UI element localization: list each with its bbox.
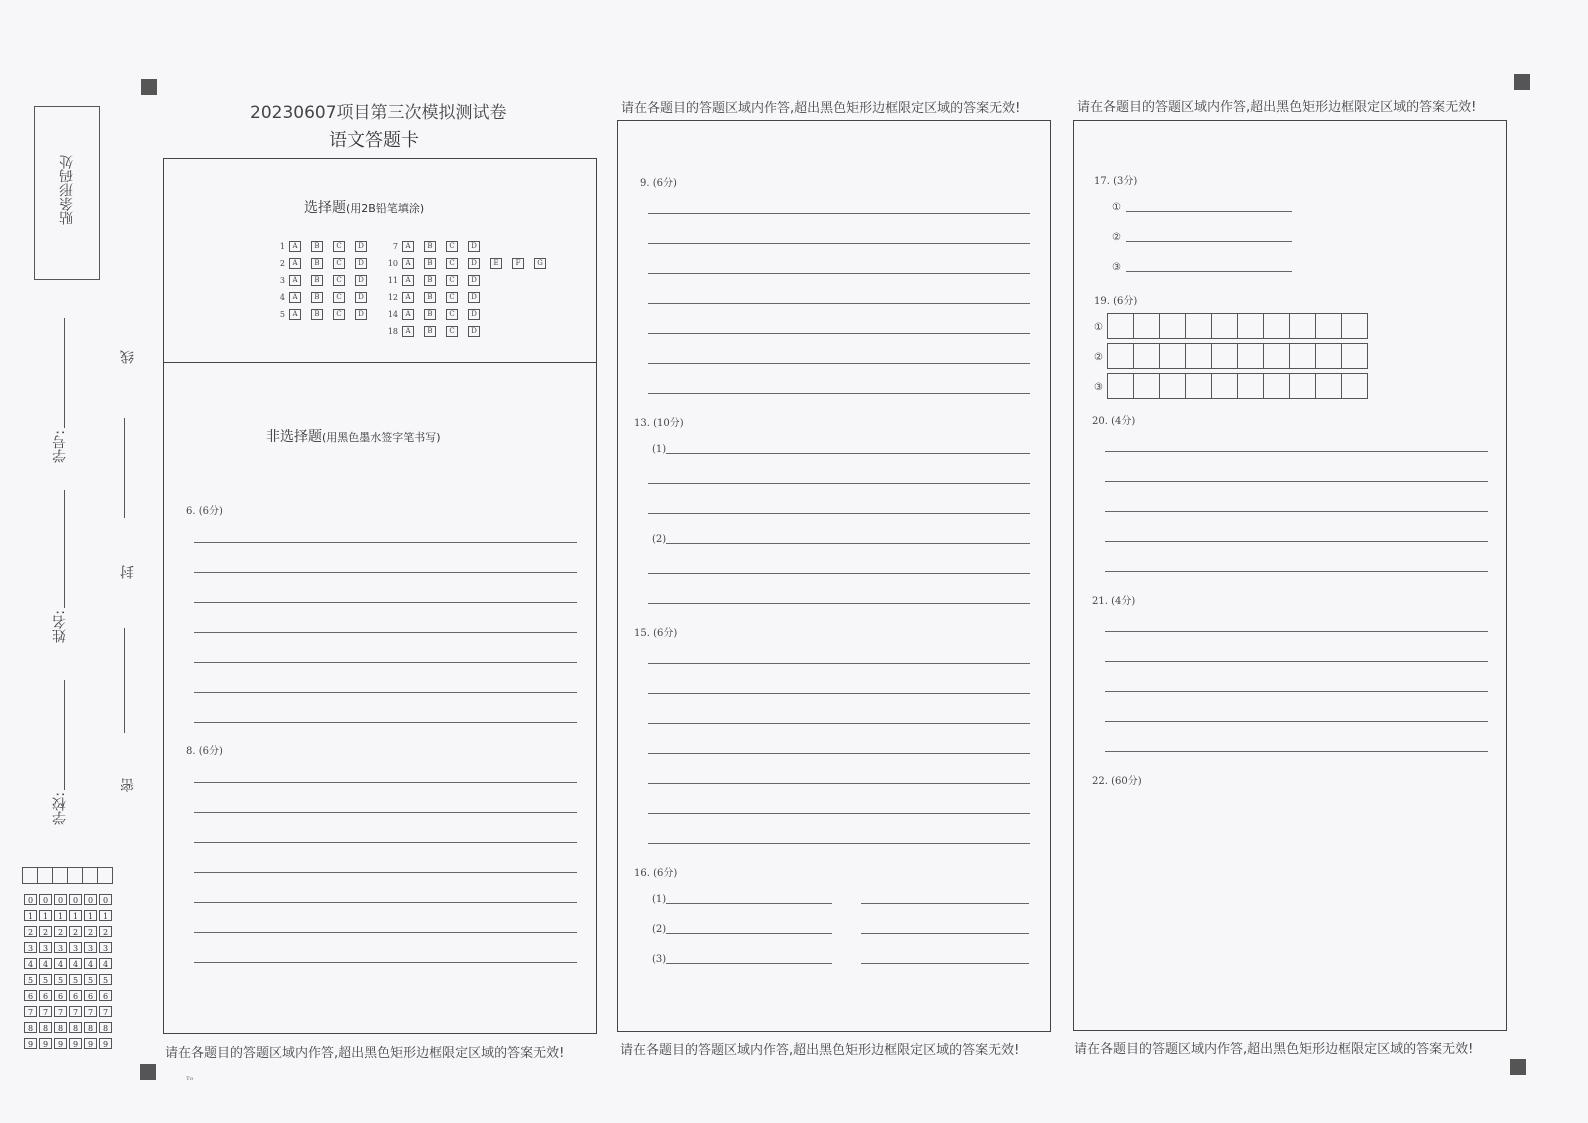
mcq-option-bubble[interactable]: B bbox=[311, 275, 323, 286]
student-id-digit-bubble[interactable]: 7 bbox=[54, 1006, 67, 1017]
student-id-digit-bubble[interactable]: 5 bbox=[99, 974, 112, 985]
answer-line[interactable] bbox=[1126, 271, 1292, 272]
mcq-option-bubble[interactable]: C bbox=[446, 275, 458, 286]
mcq-option-bubble[interactable]: D bbox=[468, 326, 480, 337]
student-id-digit-bubble[interactable]: 5 bbox=[54, 974, 67, 985]
student-id-digit-bubble[interactable]: 2 bbox=[69, 926, 82, 937]
mcq-title-note: (用2B铅笔填涂) bbox=[346, 202, 425, 215]
mcq-option-bubble[interactable]: C bbox=[446, 241, 458, 252]
answer-line[interactable] bbox=[648, 783, 1030, 784]
mcq-option-bubble[interactable]: A bbox=[289, 275, 301, 286]
mcq-option-bubble[interactable]: C bbox=[333, 292, 345, 303]
student-id-row bbox=[24, 1022, 112, 1033]
student-id-digit-bubble[interactable]: 9 bbox=[39, 1038, 52, 1049]
student-id-row bbox=[24, 1038, 112, 1049]
left-panel bbox=[163, 158, 597, 1034]
answer-line[interactable] bbox=[648, 813, 1030, 814]
answer-line[interactable] bbox=[194, 962, 577, 963]
answer-line[interactable] bbox=[648, 603, 1030, 604]
char-cell[interactable] bbox=[1107, 343, 1134, 369]
mcq-row bbox=[384, 275, 490, 286]
mcq-option-bubble[interactable]: D bbox=[355, 258, 367, 269]
answer-line[interactable] bbox=[1126, 241, 1292, 242]
student-id-digit-bubble[interactable]: 1 bbox=[84, 910, 97, 921]
mcq-question-number: 1 bbox=[279, 241, 285, 251]
char-cell[interactable] bbox=[1289, 313, 1316, 339]
mcq-option-bubble[interactable]: C bbox=[446, 292, 458, 303]
mcq-option-bubble[interactable]: B bbox=[311, 309, 323, 320]
question-19-sub2-label: ② bbox=[1094, 352, 1103, 363]
student-id-row bbox=[24, 910, 112, 921]
mcq-row bbox=[271, 309, 377, 320]
char-cell[interactable] bbox=[1185, 313, 1212, 339]
char-cell[interactable] bbox=[1159, 343, 1186, 369]
student-id-digit-bubble[interactable]: 5 bbox=[24, 974, 37, 985]
question-21-label: 21. (4分) bbox=[1092, 596, 1136, 607]
field-xuehao-label: 学号: bbox=[52, 430, 68, 463]
student-id-digit-bubble[interactable]: 8 bbox=[84, 1022, 97, 1033]
answer-line[interactable] bbox=[194, 572, 577, 573]
answer-line[interactable] bbox=[194, 902, 577, 903]
student-id-digit-bubble[interactable]: 1 bbox=[54, 910, 67, 921]
student-id-row bbox=[24, 926, 112, 937]
page-title: 20230607项目第三次模拟测试卷 bbox=[250, 103, 507, 123]
barcode-label: 贴条形码处 bbox=[59, 155, 75, 225]
student-id-digit-bubble[interactable]: 3 bbox=[69, 942, 82, 953]
registration-mark-bottom-right bbox=[1510, 1059, 1526, 1075]
field-xingming-label: 姓名: bbox=[52, 610, 68, 643]
student-id-row bbox=[24, 990, 112, 1001]
student-id-digit-bubble[interactable]: 7 bbox=[99, 1006, 112, 1017]
mcq-option-bubble[interactable]: B bbox=[424, 275, 436, 286]
warning-bottom-middle: 请在各题目的答题区域内作答,超出黑色矩形边框限定区域的答案无效! bbox=[620, 1043, 1020, 1058]
answer-line[interactable] bbox=[648, 693, 1030, 694]
student-id-digit-bubble[interactable]: 1 bbox=[24, 910, 37, 921]
answer-line[interactable] bbox=[861, 963, 1029, 964]
mcq-option-bubble[interactable]: B bbox=[311, 241, 323, 252]
student-id-row bbox=[24, 894, 112, 905]
mcq-option-bubble[interactable]: D bbox=[468, 275, 480, 286]
field-xuexiao-line bbox=[64, 680, 65, 790]
answer-line[interactable] bbox=[1126, 211, 1292, 212]
char-cell[interactable] bbox=[1159, 373, 1186, 399]
student-id-digit-bubble[interactable]: 0 bbox=[24, 894, 37, 905]
student-id-digit-bubble[interactable]: 9 bbox=[69, 1038, 82, 1049]
answer-line[interactable] bbox=[648, 843, 1030, 844]
answer-line[interactable] bbox=[666, 933, 832, 934]
answer-line[interactable] bbox=[648, 393, 1030, 394]
answer-line[interactable] bbox=[1105, 691, 1488, 692]
student-id-digit-bubble[interactable]: 3 bbox=[24, 942, 37, 953]
mcq-option-bubble[interactable]: D bbox=[355, 309, 367, 320]
student-id-digit-bubble[interactable]: 2 bbox=[39, 926, 52, 937]
field-xingming-line bbox=[64, 490, 65, 608]
question-17-sub2-label: ② bbox=[1112, 232, 1121, 243]
char-cell[interactable] bbox=[1289, 343, 1316, 369]
mcq-question-number: 2 bbox=[279, 258, 285, 268]
field-xuehao-line bbox=[64, 318, 65, 428]
mcq-row bbox=[271, 241, 377, 252]
mcq-option-bubble[interactable]: C bbox=[446, 309, 458, 320]
student-id-digit-bubble[interactable]: 7 bbox=[39, 1006, 52, 1017]
mcq-option-bubble[interactable]: B bbox=[424, 309, 436, 320]
student-id-row bbox=[24, 942, 112, 953]
question-16-sub3-label: (3) bbox=[652, 954, 667, 965]
question-16-sub2-label: (2) bbox=[652, 924, 667, 935]
answer-line[interactable] bbox=[648, 483, 1030, 484]
student-id-digit-bubble[interactable]: 7 bbox=[84, 1006, 97, 1017]
student-id-row bbox=[24, 958, 112, 969]
student-id-digit-bubble[interactable]: 7 bbox=[69, 1006, 82, 1017]
student-id-digit-bubble[interactable]: 2 bbox=[24, 926, 37, 937]
question-20-label: 20. (4分) bbox=[1092, 416, 1136, 427]
mcq-row bbox=[384, 309, 490, 320]
student-id-digit-bubble[interactable]: 1 bbox=[99, 910, 112, 921]
mcq-option-bubble[interactable]: C bbox=[446, 326, 458, 337]
mcq-option-bubble[interactable]: A bbox=[402, 241, 414, 252]
answer-line[interactable] bbox=[194, 782, 577, 783]
mcq-option-bubble[interactable]: C bbox=[333, 309, 345, 320]
answer-line[interactable] bbox=[1105, 721, 1488, 722]
student-id-digit-bubble[interactable]: 5 bbox=[84, 974, 97, 985]
registration-mark-top-left bbox=[141, 79, 157, 95]
registration-mark-bottom-left bbox=[140, 1064, 156, 1080]
page-subtitle: 语文答题卡 bbox=[329, 130, 419, 151]
mcq-option-bubble[interactable]: B bbox=[424, 326, 436, 337]
student-id-digit-bubble[interactable]: 0 bbox=[69, 894, 82, 905]
student-id-digit-bubble[interactable]: 3 bbox=[99, 942, 112, 953]
char-cell[interactable] bbox=[1263, 343, 1290, 369]
char-cell[interactable] bbox=[1315, 313, 1342, 339]
answer-line[interactable] bbox=[648, 243, 1030, 244]
mcq-option-bubble[interactable]: D bbox=[355, 292, 367, 303]
question-17-label: 17. (3分) bbox=[1094, 176, 1138, 187]
answer-line[interactable] bbox=[861, 903, 1029, 904]
char-cell[interactable] bbox=[1315, 343, 1342, 369]
student-id-digit-bubble[interactable]: 4 bbox=[99, 958, 112, 969]
student-id-digit-bubble[interactable]: 3 bbox=[84, 942, 97, 953]
mcq-option-bubble[interactable]: B bbox=[424, 258, 436, 269]
mcq-section-divider bbox=[164, 362, 596, 363]
student-id-digit-bubble[interactable]: 7 bbox=[24, 1006, 37, 1017]
mcq-option-bubble[interactable]: G bbox=[534, 258, 546, 269]
question-22-label: 22. (60分) bbox=[1092, 776, 1142, 787]
question-16-sub1-label: (1) bbox=[652, 894, 667, 905]
mcq-option-bubble[interactable]: E bbox=[490, 258, 502, 269]
student-id-digit-bubble[interactable]: 6 bbox=[24, 990, 37, 1001]
mcq-option-bubble[interactable]: D bbox=[468, 309, 480, 320]
char-cell[interactable] bbox=[1237, 343, 1264, 369]
binding-line-2 bbox=[124, 628, 125, 733]
student-id-digit-bubble[interactable]: 1 bbox=[69, 910, 82, 921]
student-id-digit-bubble[interactable]: 0 bbox=[99, 894, 112, 905]
student-id-digit-bubble[interactable]: 8 bbox=[24, 1022, 37, 1033]
mcq-option-bubble[interactable]: D bbox=[355, 241, 367, 252]
answer-line[interactable] bbox=[648, 513, 1030, 514]
question-15-label: 15. (6分) bbox=[634, 628, 678, 639]
answer-line[interactable] bbox=[1105, 571, 1488, 572]
answer-line[interactable] bbox=[648, 213, 1030, 214]
student-id-digit-bubble[interactable]: 5 bbox=[39, 974, 52, 985]
binding-line-1 bbox=[124, 418, 125, 518]
question-19-sub3-label: ③ bbox=[1094, 382, 1103, 393]
question-17-sub3-label: ③ bbox=[1112, 262, 1121, 273]
mcq-option-bubble[interactable]: D bbox=[468, 292, 480, 303]
student-id-digit-bubble[interactable]: 1 bbox=[39, 910, 52, 921]
char-cell[interactable] bbox=[1263, 313, 1290, 339]
student-id-row bbox=[24, 974, 112, 985]
mcq-option-bubble[interactable]: A bbox=[289, 309, 301, 320]
mcq-question-number: 3 bbox=[279, 275, 285, 285]
mcq-option-bubble[interactable]: D bbox=[468, 241, 480, 252]
student-id-digit-bubble[interactable]: 9 bbox=[99, 1038, 112, 1049]
student-id-digit-bubble[interactable]: 0 bbox=[54, 894, 67, 905]
student-id-digit-bubble[interactable]: 3 bbox=[54, 942, 67, 953]
middle-panel bbox=[617, 120, 1051, 1032]
mcq-option-bubble[interactable]: C bbox=[333, 258, 345, 269]
mcq-option-bubble[interactable]: C bbox=[333, 241, 345, 252]
mcq-option-bubble[interactable]: C bbox=[333, 275, 345, 286]
answer-line[interactable] bbox=[648, 723, 1030, 724]
answer-line[interactable] bbox=[194, 812, 577, 813]
mcq-option-bubble[interactable]: B bbox=[311, 292, 323, 303]
student-id-digit-bubble[interactable]: 4 bbox=[24, 958, 37, 969]
binding-xian: 线 bbox=[120, 350, 136, 364]
answer-line[interactable] bbox=[648, 273, 1030, 274]
student-id-digit-bubble[interactable]: 4 bbox=[39, 958, 52, 969]
mcq-question-number: 10 bbox=[387, 258, 398, 268]
mcq-title-text: 选择题 bbox=[304, 200, 346, 216]
answer-line[interactable] bbox=[194, 662, 577, 663]
mcq-option-bubble[interactable]: D bbox=[355, 275, 367, 286]
answer-line[interactable] bbox=[194, 932, 577, 933]
mcq-option-bubble[interactable]: D bbox=[468, 258, 480, 269]
student-id-digit-bubble[interactable]: 6 bbox=[54, 990, 67, 1001]
mcq-option-bubble[interactable]: A bbox=[289, 241, 301, 252]
mcq-option-bubble[interactable]: A bbox=[402, 275, 414, 286]
field-xuexiao-label: 学校: bbox=[52, 792, 68, 825]
mcq-row bbox=[384, 241, 490, 252]
mcq-question-number: 5 bbox=[279, 309, 285, 319]
answer-line[interactable] bbox=[1105, 751, 1488, 752]
mcq-title bbox=[304, 197, 424, 217]
student-id-digit-bubble[interactable]: 2 bbox=[84, 926, 97, 937]
answer-line[interactable] bbox=[1105, 631, 1488, 632]
question-13-sub1-label: (1) bbox=[652, 444, 667, 455]
char-cell[interactable] bbox=[1133, 313, 1160, 339]
answer-line[interactable] bbox=[666, 903, 832, 904]
student-id-digit-bubble[interactable]: 5 bbox=[69, 974, 82, 985]
answer-line[interactable] bbox=[1105, 511, 1488, 512]
warning-top-middle: 请在各题目的答题区域内作答,超出黑色矩形边框限定区域的答案无效! bbox=[621, 101, 1021, 116]
char-cell[interactable] bbox=[1211, 373, 1238, 399]
student-id-digit-bubble[interactable]: 2 bbox=[54, 926, 67, 937]
answer-line[interactable] bbox=[648, 753, 1030, 754]
question-19-label: 19. (6分) bbox=[1094, 296, 1138, 307]
mcq-question-number: 18 bbox=[387, 326, 398, 336]
answer-line[interactable] bbox=[194, 692, 577, 693]
warning-bottom-left: 请在各题目的答题区域内作答,超出黑色矩形边框限定区域的答案无效! bbox=[165, 1046, 565, 1061]
binding-mi: 密 bbox=[120, 778, 136, 792]
student-id-digit-bubble[interactable]: 4 bbox=[84, 958, 97, 969]
question-19-sub1-label: ① bbox=[1094, 322, 1103, 333]
answer-line[interactable] bbox=[1105, 661, 1488, 662]
answer-line[interactable] bbox=[648, 303, 1030, 304]
mcq-option-bubble[interactable]: F bbox=[512, 258, 524, 269]
char-cell[interactable] bbox=[1107, 373, 1134, 399]
mcq-question-number: 11 bbox=[387, 275, 398, 285]
mcq-option-bubble[interactable]: A bbox=[289, 292, 301, 303]
answer-line[interactable] bbox=[648, 333, 1030, 334]
student-id-digit-bubble[interactable]: 8 bbox=[99, 1022, 112, 1033]
answer-line[interactable] bbox=[194, 722, 577, 723]
mcq-option-bubble[interactable]: B bbox=[311, 258, 323, 269]
student-id-digit-bubble[interactable]: 9 bbox=[54, 1038, 67, 1049]
question-16-label: 16. (6分) bbox=[634, 868, 678, 879]
registration-mark-top-right bbox=[1514, 74, 1530, 90]
mcq-row bbox=[271, 258, 377, 269]
answer-line[interactable] bbox=[194, 542, 577, 543]
student-id-digit-bubble[interactable]: 4 bbox=[69, 958, 82, 969]
char-cell[interactable] bbox=[1211, 343, 1238, 369]
mcq-option-bubble[interactable]: A bbox=[402, 258, 414, 269]
answer-line[interactable] bbox=[194, 632, 577, 633]
mcq-row bbox=[271, 275, 377, 286]
mcq-option-bubble[interactable]: B bbox=[424, 292, 436, 303]
char-cell[interactable] bbox=[1237, 373, 1264, 399]
question-13-sub2-label: (2) bbox=[652, 534, 667, 545]
student-id-digit-bubble[interactable]: 9 bbox=[84, 1038, 97, 1049]
student-id-digit-bubble[interactable]: 9 bbox=[24, 1038, 37, 1049]
mcq-option-bubble[interactable]: A bbox=[402, 326, 414, 337]
student-id-digit-bubble[interactable]: 0 bbox=[84, 894, 97, 905]
mcq-option-bubble[interactable]: B bbox=[424, 241, 436, 252]
nonmcq-title-text: 非选择题 bbox=[266, 429, 322, 445]
mcq-question-number: 12 bbox=[387, 292, 398, 302]
student-id-digit-bubble[interactable]: 6 bbox=[84, 990, 97, 1001]
mcq-option-bubble[interactable]: A bbox=[289, 258, 301, 269]
binding-feng: 封 bbox=[120, 565, 136, 579]
answer-line[interactable] bbox=[666, 963, 832, 964]
footer-mark: ᵀᵒ bbox=[186, 1076, 194, 1086]
nonmcq-title bbox=[266, 426, 441, 446]
student-id-digit-bubble[interactable]: 6 bbox=[69, 990, 82, 1001]
char-cell[interactable] bbox=[1341, 343, 1368, 369]
answer-line[interactable] bbox=[648, 663, 1030, 664]
mcq-question-number: 7 bbox=[392, 241, 398, 251]
barcode-box bbox=[34, 106, 100, 280]
answer-line[interactable] bbox=[194, 842, 577, 843]
mcq-option-bubble[interactable]: A bbox=[402, 309, 414, 320]
student-id-digit-bubble[interactable]: 6 bbox=[39, 990, 52, 1001]
char-grid-row bbox=[1107, 343, 1367, 369]
char-cell[interactable] bbox=[1289, 373, 1316, 399]
mcq-option-bubble[interactable]: C bbox=[446, 258, 458, 269]
student-id-digit-bubble[interactable]: 0 bbox=[39, 894, 52, 905]
char-grid-row bbox=[1107, 373, 1367, 399]
question-8-label: 8. (6分) bbox=[186, 746, 223, 757]
answer-line[interactable] bbox=[1105, 541, 1488, 542]
char-grid-row bbox=[1107, 313, 1367, 339]
char-cell[interactable] bbox=[1341, 313, 1368, 339]
student-id-row bbox=[24, 1006, 112, 1017]
char-cell[interactable] bbox=[1159, 313, 1186, 339]
answer-line[interactable] bbox=[648, 363, 1030, 364]
char-cell[interactable] bbox=[1341, 373, 1368, 399]
answer-line[interactable] bbox=[194, 872, 577, 873]
char-cell[interactable] bbox=[1211, 313, 1238, 339]
student-id-digit-bubble[interactable]: 8 bbox=[69, 1022, 82, 1033]
question-6-label: 6. (6分) bbox=[186, 506, 223, 517]
mcq-row bbox=[271, 292, 377, 303]
student-id-digit-bubble[interactable]: 4 bbox=[54, 958, 67, 969]
nonmcq-title-note: (用黑色墨水签字笔书写) bbox=[322, 431, 441, 444]
answer-line[interactable] bbox=[648, 573, 1030, 574]
answer-line[interactable] bbox=[666, 453, 1030, 454]
mcq-row bbox=[384, 326, 490, 337]
answer-line[interactable] bbox=[861, 933, 1029, 934]
right-panel bbox=[1073, 120, 1507, 1031]
char-cell[interactable] bbox=[1133, 373, 1160, 399]
student-id-digit-bubble[interactable]: 8 bbox=[54, 1022, 67, 1033]
student-id-digit-bubble[interactable]: 2 bbox=[99, 926, 112, 937]
char-cell[interactable] bbox=[1263, 373, 1290, 399]
student-id-digit-bubble[interactable]: 3 bbox=[39, 942, 52, 953]
mcq-option-bubble[interactable]: A bbox=[402, 292, 414, 303]
student-id-header bbox=[22, 867, 112, 884]
answer-line[interactable] bbox=[1105, 451, 1488, 452]
char-cell[interactable] bbox=[1237, 313, 1264, 339]
mcq-question-number: 4 bbox=[279, 292, 285, 302]
char-cell[interactable] bbox=[1185, 373, 1212, 399]
answer-line[interactable] bbox=[1105, 481, 1488, 482]
char-cell[interactable] bbox=[1107, 313, 1134, 339]
question-9-label: 9. (6分) bbox=[640, 178, 677, 189]
warning-bottom-right: 请在各题目的答题区域内作答,超出黑色矩形边框限定区域的答案无效! bbox=[1074, 1042, 1474, 1057]
mcq-row bbox=[384, 292, 490, 303]
answer-line[interactable] bbox=[666, 543, 1030, 544]
char-cell[interactable] bbox=[1133, 343, 1160, 369]
question-17-sub1-label: ① bbox=[1112, 202, 1121, 213]
student-id-digit-bubble[interactable]: 6 bbox=[99, 990, 112, 1001]
student-id-digit-bubble[interactable]: 8 bbox=[39, 1022, 52, 1033]
char-cell[interactable] bbox=[1185, 343, 1212, 369]
question-13-label: 13. (10分) bbox=[634, 418, 684, 429]
mcq-question-number: 14 bbox=[387, 309, 398, 319]
answer-line[interactable] bbox=[194, 602, 577, 603]
char-cell[interactable] bbox=[1315, 373, 1342, 399]
mcq-row bbox=[384, 258, 556, 269]
warning-top-right: 请在各题目的答题区域内作答,超出黑色矩形边框限定区域的答案无效! bbox=[1077, 100, 1477, 115]
